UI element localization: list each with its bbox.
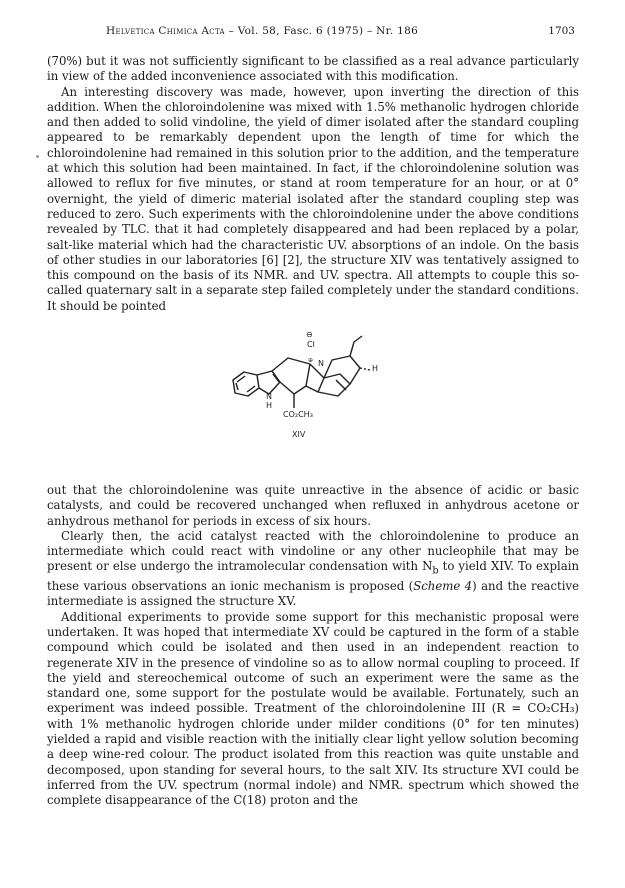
journal-volume: – Vol. 58, Fasc. 6 (1975) – Nr. 186: [224, 25, 419, 37]
chloride-charge: ⊖: [306, 330, 313, 339]
ester-label: CO₂CH₃: [283, 410, 313, 419]
mechanism-text-a: Clearly then, the acid catalyst reacted with the chloroindolenine to produce an intermediate which could react with vindoline or any other nucleophile that may be present or else undergo the intramolecular condensation with N: [47, 528, 579, 574]
nb-subscript: b: [432, 565, 439, 577]
compound-label: XIV: [292, 430, 306, 439]
structure-figure-xiv: [228, 330, 408, 465]
running-header: [74, 25, 575, 41]
chloride-label: Cl: [307, 340, 315, 349]
indole-h-label: H: [266, 401, 273, 410]
journal-name: Helvetica Chimica Acta: [106, 25, 225, 37]
paragraph-experiments: Additional experiments to provide some support for this mechanistic proposal were undertaken. It was hoped that intermediate XV could be captured in the form of a stable compound which could be isolated and then used in an independent reaction to regenerate XIV in the presence of vindoline so as to allow normal coupling to proceed. If the yield and stereochemical outcome of such an experiment were the same as the standard one, some support for the postulate would be available. Fortunately, such an experiment was indeed possible. Treatment of the chloroindolenine III (R = CO₂CH₃) with 1% methanolic hydrogen chloride under milder conditions (0° for ten minutes) yielded a rapid and visible reaction with the initially clear light yellow solution becoming a deep wine-red colour. The product isolated from this reaction was quite unstable and decomposed, upon standing for several hours, to the salt XIV. Its structure XVI could be inferred from the UV. spectrum (normal indole) and NMR. spectrum which showed the complete disappearance of the C(18) proton and the: [47, 609, 579, 808]
journal-citation: [106, 25, 418, 37]
cage-ring: [306, 364, 324, 392]
paragraph-continued: (70%) but it was not sufficiently significant to be classified as a real advance particularly in view of the added inconvenience associated with this modification.: [47, 54, 579, 84]
paragraph-discovery: An interesting discovery was made, however, upon inverting the direction of this addition. When the chloroindolenine was mixed with 1.5% methanolic hydrogen chloride and then added to solid vindoline, the yield of dimer isolated after the standard coupling appeared to be remarkably dependent upon the length of time for which the chloroindolenine had remained in this solution prior to the addition, and the temperature at which this solution had been maintained. In fact, if the chloroindolenine solution was allowed to reflux for five minutes, or stand at room temperature for an hour, or at 0° overnight, the yield of dimeric material isolated after the standard coupling step was reduced to zero. Such experiments with the chloroindolenine under the above conditions revealed by TLC. that it had completely disappeared and had been replaced by a polar, salt-like material which had the characteristic UV. absorptions of an indole. On the basis of other studies in our laboratories [6] [2], the structure XIV was tentatively assigned to this compound on the basis of its NMR. and UV. spectra. All attempts to couple this so-called quaternary salt in a separate step failed completely under the standard conditions. It should be pointed: [47, 84, 579, 313]
text-block-bottom: [47, 483, 579, 809]
nitrogen-charge: ⊕: [308, 357, 314, 364]
paragraph-mechanism: [47, 529, 579, 610]
indole-n-label: N: [266, 392, 272, 401]
pyrrole-ring: [257, 371, 280, 394]
paragraph-unreactive: out that the chloroindolenine was quite unreactive in the absence of acidic or basic catalysts, and could be recovered unchanged when refluxed in anhydrous acetone or anhydrous methanol for periods in excess of six hours.: [47, 483, 579, 528]
scheme-reference: Scheme 4: [413, 579, 473, 594]
text-block-top: [47, 54, 579, 314]
page-number: 1703: [548, 25, 575, 37]
mechanism-text-b: to yield XIV. To explain these various observations an ionic mechanism is proposed (: [47, 559, 580, 594]
nitrogen-label: N: [318, 359, 324, 368]
mechanism-text-c: ) and the reactive intermediate is assigned the structure XV.: [47, 579, 579, 609]
margin-mark: [36, 155, 39, 158]
hydrogen-label: H: [372, 364, 379, 373]
chemical-structure-drawing: [228, 330, 408, 465]
